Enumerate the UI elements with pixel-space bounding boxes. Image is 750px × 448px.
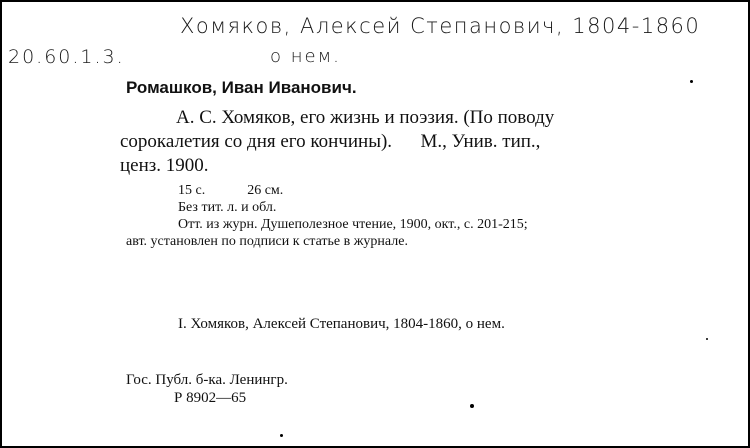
note-offprint-line-2: авт. установлен по подписи к статье в журнале. (126, 234, 408, 249)
subject-tracing: I. Хомяков, Алексей Степанович, 1804-1860, о нем. (178, 316, 505, 332)
handwritten-subject-heading: Хомяков, Алексей Степанович, 1804-1860 (180, 14, 701, 38)
ink-speck (470, 404, 474, 408)
collation-line (178, 182, 283, 199)
ink-speck (690, 80, 693, 83)
note-offprint-line-1: Отт. из журн. Душеполезное чтение, 1900, окт., с. 201-215; (178, 217, 528, 232)
book-size: 26 см. (247, 183, 284, 198)
ink-speck (280, 434, 283, 437)
library-imprint (126, 371, 288, 407)
author-heading: Ромашков, Иван Иванович. (126, 78, 357, 97)
handwritten-about-note: о нем. (270, 46, 341, 67)
handwritten-call-number: 20.60.1.3. (8, 46, 125, 68)
title-line-2: сорокалетия со дня его кончины). М., Унив. тип., (120, 131, 541, 152)
title-line-1: А. С. Хомяков, его жизнь и поэзия. (По поводу (176, 107, 555, 128)
page-count: 15 с. (178, 183, 206, 198)
library-name: Гос. Публ. б-ка. Ленингр. (126, 372, 288, 388)
note-no-title-page: Без тит. л. и обл. (178, 200, 277, 215)
title-block (120, 106, 720, 178)
ink-speck (706, 338, 708, 340)
title-line-3: ценз. 1900. (120, 155, 209, 176)
print-code: Р 8902—65 (174, 390, 247, 406)
note-offprint (126, 216, 722, 250)
